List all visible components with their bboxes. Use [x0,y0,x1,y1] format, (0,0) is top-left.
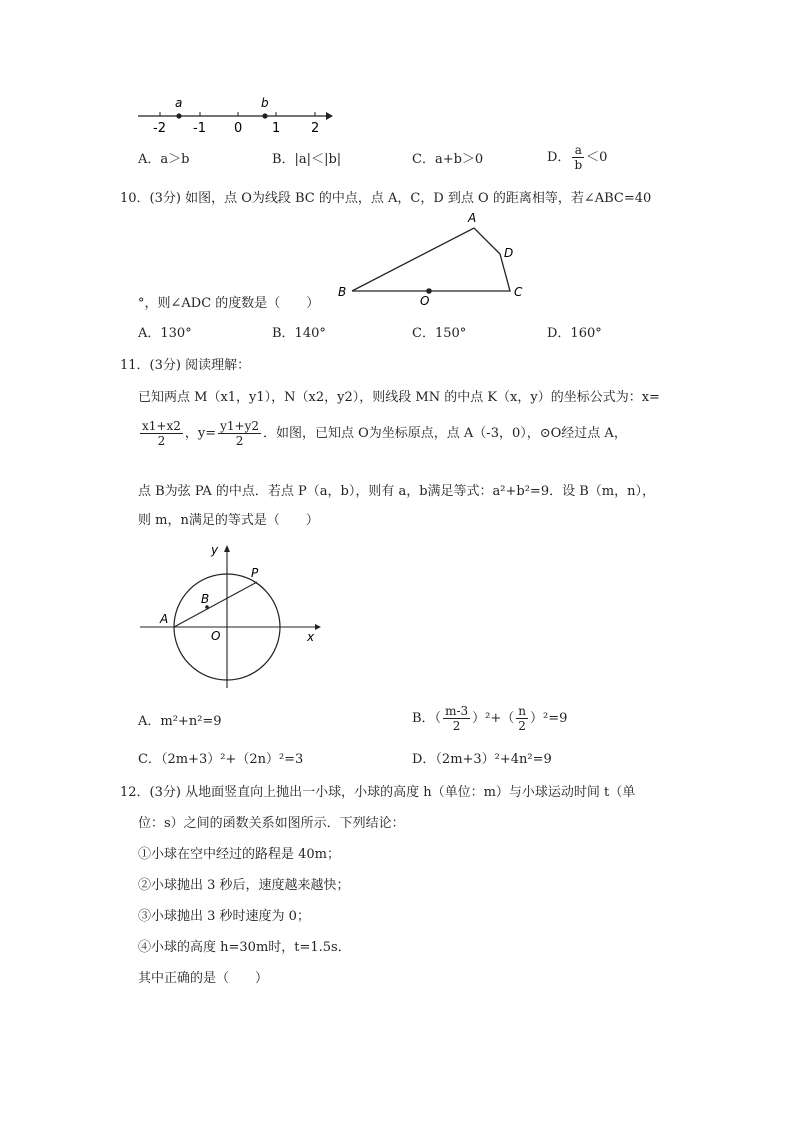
point-o [426,288,432,294]
label-O: O [211,629,221,643]
q11-stem: 11．(3分) 阅读理解： [120,358,251,373]
tick-label: 2 [311,121,320,136]
fraction-denominator: 2 [452,719,461,733]
fraction [218,419,261,448]
q11-option-b-prefix: B．（ [412,711,442,726]
label-A: A [468,211,477,225]
q10-stem-continued: °，则∠ADC 的度数是（ ） [138,296,320,311]
circle-coordinate-figure [135,540,325,690]
q10-option-c[interactable]: C．150° [412,326,467,341]
fraction-numerator: a [572,143,584,158]
q9-option-a[interactable]: A．a＞b [138,152,190,167]
q12-statement-3: ③小球抛出 3 秒时速度为 0； [138,909,310,924]
fraction-denominator: 2 [235,434,244,448]
label-A: A [160,612,169,626]
label-a: a [175,96,183,110]
chord-pa [174,582,257,627]
arrow-up-icon [224,545,230,552]
q12-statement-1: ①小球在空中经过的路程是 40m； [138,847,341,862]
q11-option-d[interactable]: D．（2m+3）²+4n²=9 [412,752,552,767]
label-P: P [251,566,259,580]
q9-option-d-prefix: D． [547,150,571,165]
q11-line-2-rest: ．如图，已知点 O为坐标原点，点 A（-3，0），⊙O经过点 A， [263,426,627,441]
fraction [516,704,528,733]
q12-statement-2: ②小球抛出 3 秒后，速度越来越快； [138,878,350,893]
q12-question: 其中正确的是（ ） [138,971,269,986]
arrow-right-icon [326,112,333,120]
fraction [572,143,584,172]
tick-label: 0 [234,121,243,136]
fraction-numerator: y1+y2 [220,419,259,433]
label-D: D [504,246,514,260]
fraction-denominator: 2 [518,719,526,733]
fraction-numerator: x1+x2 [142,419,181,433]
q9-option-d[interactable] [547,143,607,172]
point-a [176,113,181,118]
q11-option-a[interactable]: A．m²+n²=9 [138,714,222,729]
label-y: y [211,543,219,557]
point-b [262,113,267,118]
q12-stem: 12．(3分) 从地面竖直向上抛出一小球，小球的高度 h（单位：m）与小球运动时间 t（单 [120,785,636,800]
q11-line-3: 点 B为弦 PA 的中点．若点 P（a，b），则有 a，b满足等式：a²+b²=9．设 B（m，n）， [138,484,655,499]
label-O: O [420,294,430,308]
arrow-right-icon [315,624,321,630]
q11-line-1: 已知两点 M（x1，y1），N（x2，y2），则线段 MN 的中点 K（x，y）的坐标公式为：x= [138,390,660,405]
q9-option-d-suffix: ＜0 [586,150,608,165]
q10-stem: 10．(3分) 如图，点 O为线段 BC 的中点，点 A，C，D 到点 O 的距离相等，若∠ABC=40 [120,191,652,206]
q11-option-b-suffix: ）²=9 [529,711,568,726]
q11-line-2 [138,419,627,448]
label-b: b [261,96,269,110]
tick-label: -2 [153,121,166,136]
label-x: x [307,630,315,644]
q11-option-c[interactable]: C．（2m+3）²+（2n）²=3 [138,752,304,767]
fraction [140,419,183,448]
q10-option-d[interactable]: D．160° [547,326,602,341]
shape-outline [352,228,510,291]
label-C: C [514,285,523,299]
fraction-numerator: m-3 [445,704,469,718]
label-B: B [338,285,347,299]
number-line-figure [130,92,340,138]
fraction-denominator: 2 [157,434,166,448]
q11-line-2-mid: ，y= [184,426,217,441]
tick-label: -1 [193,121,206,136]
fraction-denominator: b [574,158,583,172]
q11-option-b[interactable] [412,704,567,733]
label-B: B [201,592,210,606]
fraction [443,704,470,733]
q9-option-b[interactable]: B．|a|＜|b| [272,152,342,167]
q11-option-b-mid: ）²+（ [472,711,515,726]
q10-option-b[interactable]: B．140° [272,326,326,341]
q10-option-a[interactable]: A．130° [138,326,192,341]
q11-line-4: 则 m，n满足的等式是（ ） [138,513,319,528]
q12-statement-4: ④小球的高度 h=30m时，t=1.5s． [138,940,351,955]
quadrilateral-figure [330,208,530,308]
q9-option-c[interactable]: C．a+b＞0 [412,152,484,167]
q12-stem-continued: 位：s）之间的函数关系如图所示．下列结论： [138,816,405,831]
tick-label: 1 [272,121,281,136]
fraction-numerator: n [518,704,526,718]
